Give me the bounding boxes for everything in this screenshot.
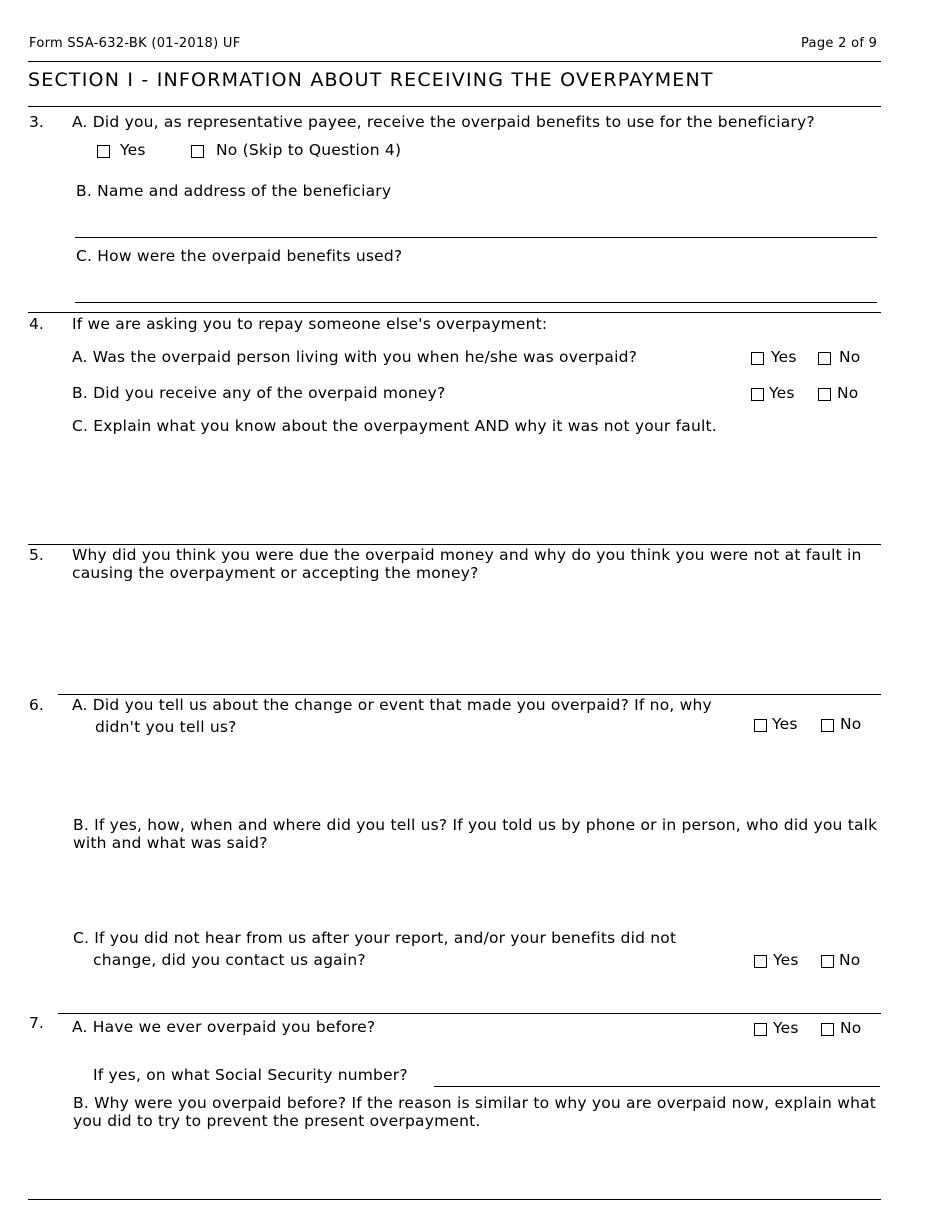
- question-6a-yes-label: Yes: [772, 715, 798, 733]
- question-4-intro: If we are asking you to repay someone else's overpayment:: [72, 315, 548, 333]
- question-6-number: 6.: [29, 696, 44, 714]
- question-4b-no-checkbox[interactable]: [818, 388, 831, 401]
- question-3-number: 3.: [29, 113, 44, 131]
- question-6a-no-checkbox[interactable]: [821, 719, 834, 732]
- question-3b-answer-line[interactable]: [75, 237, 877, 238]
- question-3a-text: A. Did you, as representative payee, receive the overpaid benefits to use for the beneficiary?: [72, 113, 815, 131]
- question-7a-ssn-label: If yes, on what Social Security number?: [93, 1066, 408, 1084]
- question-3c-answer-line[interactable]: [75, 302, 877, 303]
- question-7-rule: [58, 1013, 881, 1014]
- ssn-input-line[interactable]: [434, 1086, 880, 1087]
- question-6c-line1: C. If you did not hear from us after your report, and/or your benefits did not: [73, 929, 677, 947]
- question-4b-yes-label: Yes: [769, 384, 795, 402]
- question-6a-no-label: No: [840, 715, 862, 733]
- question-5-rule-left: [28, 544, 58, 545]
- question-7a-no-checkbox[interactable]: [821, 1023, 834, 1036]
- question-5-number: 5.: [29, 546, 44, 564]
- question-3c-text: C. How were the overpaid benefits used?: [76, 247, 403, 265]
- question-6a-line1: A. Did you tell us about the change or event that made you overpaid? If no, why: [72, 696, 712, 714]
- question-3a-no-checkbox[interactable]: [191, 145, 204, 158]
- question-4a-text: A. Was the overpaid person living with you when he/she was overpaid?: [72, 348, 638, 366]
- question-6b-text: B. If yes, how, when and where did you tell us? If you told us by phone or in person, who did you talk with and what was said?: [73, 816, 878, 852]
- question-6c-yes-checkbox[interactable]: [754, 955, 767, 968]
- question-7a-no-label: No: [840, 1019, 862, 1037]
- question-6c-no-label: No: [839, 951, 861, 969]
- question-5-text: Why did you think you were due the overpaid money and why do you think you were not at fault in causing the overpayment or accepting the money?: [72, 546, 862, 582]
- question-6a-line2: didn't you tell us?: [95, 718, 237, 736]
- question-6c-no-checkbox[interactable]: [821, 955, 834, 968]
- question-4c-text: C. Explain what you know about the overpayment AND why it was not your fault.: [72, 417, 717, 435]
- question-4a-no-label: No: [839, 348, 861, 366]
- section-title: SECTION I - INFORMATION ABOUT RECEIVING THE OVERPAYMENT: [28, 69, 714, 91]
- question-6-rule: [58, 694, 881, 695]
- question-5-rule: [58, 544, 881, 545]
- page-number: Page 2 of 9: [801, 36, 878, 51]
- question-7a-text: A. Have we ever overpaid you before?: [72, 1018, 376, 1036]
- question-3b-text: B. Name and address of the beneficiary: [76, 182, 392, 200]
- question-7b-text: B. Why were you overpaid before? If the reason is similar to why you are overpaid now, explain what you did to try to prevent the present overpayment.: [73, 1094, 877, 1130]
- question-6c-yes-label: Yes: [773, 951, 799, 969]
- question-3a-yes-label: Yes: [120, 141, 146, 159]
- header-rule: [28, 61, 881, 62]
- question-4a-no-checkbox[interactable]: [818, 352, 831, 365]
- question-7a-yes-checkbox[interactable]: [754, 1023, 767, 1036]
- question-4a-yes-checkbox[interactable]: [751, 352, 764, 365]
- question-4-rule: [58, 312, 881, 313]
- question-4a-yes-label: Yes: [771, 348, 797, 366]
- question-4b-text: B. Did you receive any of the overpaid money?: [72, 384, 446, 402]
- question-6c-line2: change, did you contact us again?: [93, 951, 366, 969]
- question-4b-no-label: No: [837, 384, 859, 402]
- question-7-number: 7.: [29, 1014, 44, 1032]
- question-3a-yes-checkbox[interactable]: [97, 145, 110, 158]
- question-6a-yes-checkbox[interactable]: [754, 719, 767, 732]
- question-4-number: 4.: [29, 315, 44, 333]
- question-7a-yes-label: Yes: [773, 1019, 799, 1037]
- form-id: Form SSA-632-BK (01-2018) UF: [29, 36, 241, 51]
- bottom-rule: [28, 1199, 881, 1200]
- question-4-rule-left: [28, 312, 58, 313]
- question-3a-no-label: No (Skip to Question 4): [216, 141, 402, 159]
- section-rule: [28, 106, 881, 107]
- question-4b-yes-checkbox[interactable]: [751, 388, 764, 401]
